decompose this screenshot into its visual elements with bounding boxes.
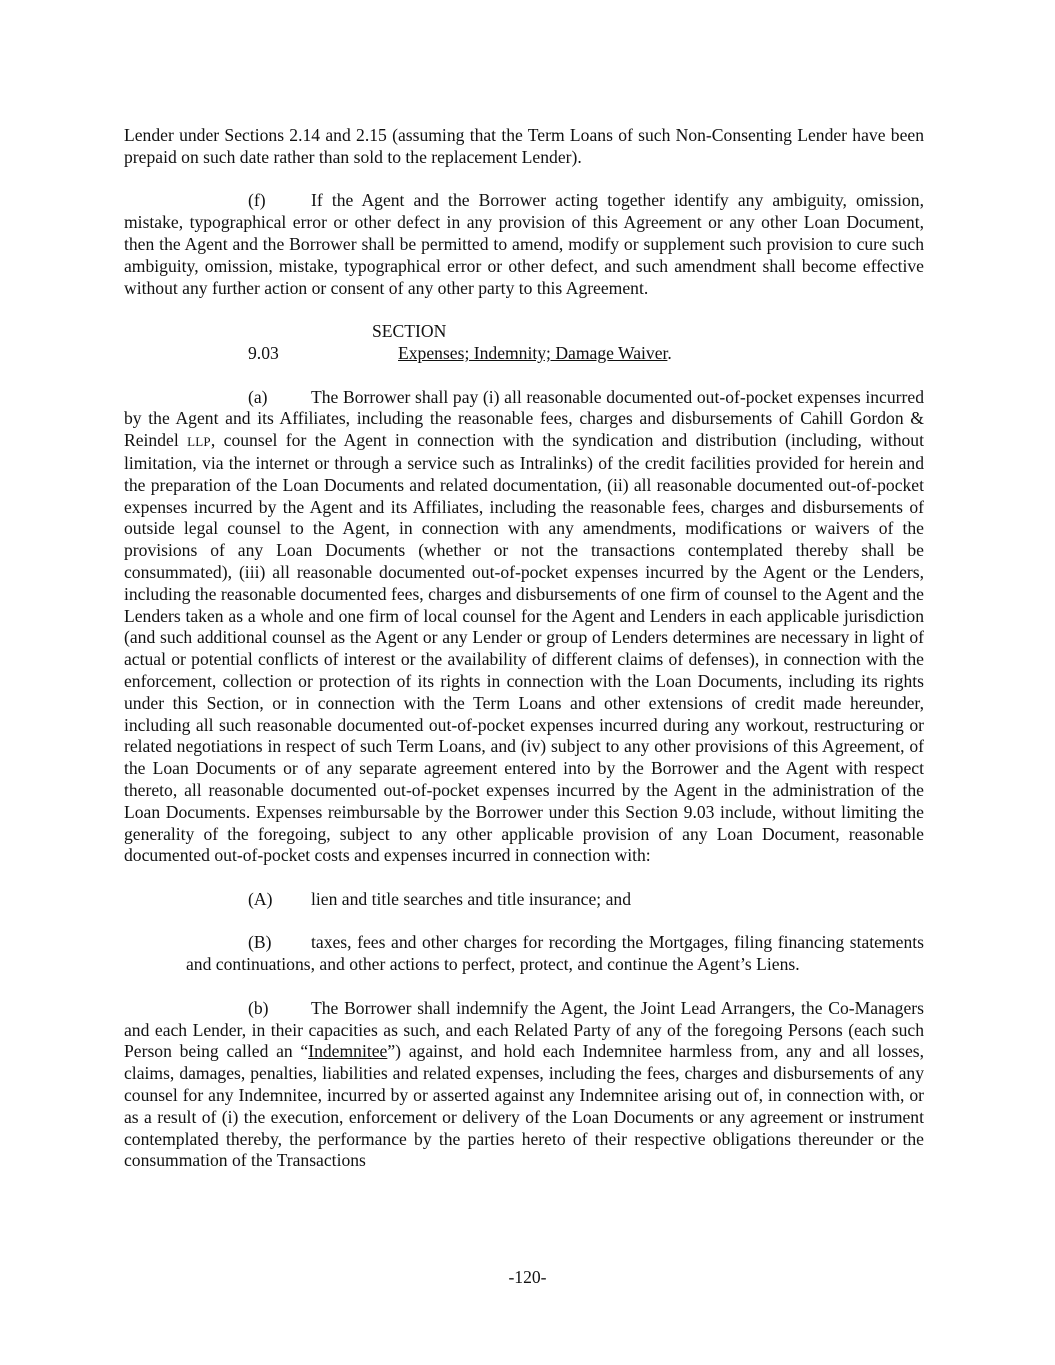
paragraph-f-text: If the Agent and the Borrower acting together identify any ambiguity, omission, mistake, typographical error or other defect in any provision of this Agreement or any other Loan Document, then the Agent and the Borrower shall be permitted to amend, modify or supplement such provision to cure such ambiguity, omission, mistake, typographical error or other defect, and such amendment shall become effective without any further action or consent of any other party to this Agreement.	[124, 190, 924, 298]
paragraph-a	[124, 387, 924, 868]
firm-suffix: LLP	[187, 434, 211, 450]
document-body	[124, 125, 924, 1172]
paragraph-f	[124, 190, 924, 299]
paragraph-b-marker: (b)	[248, 997, 269, 1018]
paragraph-b-text-1: The Borrower shall indemnify the Agent, the Joint Lead Arrangers, the Co-Managers and each Lender, in their capacities as such, and each Related Party of any of the foregoing Persons (each such Person being called an “	[124, 997, 924, 1062]
section-heading	[124, 321, 924, 365]
defined-term-indemnitee: Indemnitee	[308, 1041, 388, 1062]
paragraph-f-marker: (f)	[248, 190, 266, 211]
paragraph-a-text-2: , counsel for the Agent in connection with the syndication and distribution (including, without limitation, via the internet or through a service such as Intralinks) of the credit facilities provided for herein and the preparation of the Loan Documents and related documentation, (ii) all reasonable documented out-of-pocket expenses incurred by the Agent and its Affiliates, including the reasonable fees, charges and disbursements of outside legal counsel to the Agent, in connection with any amendments, modifications or waivers of the provisions of any Loan Documents (whether or not the transactions contemplated thereby shall be consummated), (iii) all reasonable documented out-of-pocket expenses incurred by the Agent or the Lenders, including the reasonable documented fees, charges and disbursements of one firm of counsel to the Agent and the Lenders taken as a whole and one firm of local counsel for the Agent and Lenders in each applicable jurisdiction (and such additional counsel as the Agent or any Lender or group of Lenders determines are necessary in light of actual or potential conflicts of interest or the availability of different claims of defenses), in connection with the enforcement, collection or protection of its rights in connection with the Loan Documents, including its rights under this Section, or in connection with the Term Loans and other extensions of credit made hereunder, including all such reasonable documented out-of-pocket expenses incurred during any workout, restructuring or related negotiations in respect of such Term Loans, and (iv) subject to any other provisions of this Agreement, of the Loan Documents or of any separate agreement entered into by the Borrower and the Agent with respect thereto, all reasonable documented out-of-pocket expenses incurred by the Agent in the administration of the Loan Documents. Expenses reimbursable by the Borrower under this Section 9.03 include, without limiting the generality of the foregoing, subject to any other applicable provision of any Loan Document, reasonable documented out-of-pocket costs and expenses incurred in connection with:	[124, 430, 924, 866]
page-number: -120-	[508, 1267, 547, 1287]
sub-item-A-marker: (A)	[248, 888, 273, 909]
paragraph-a-marker: (a)	[248, 386, 268, 407]
paragraph-a-text-1: The Borrower shall pay (i) all reasonable documented out-of-pocket expenses incurred by the Agent and its Affiliates, including the reasonable fees, charges and disbursements of Cahill Gordon & Reindel	[124, 386, 924, 451]
sub-item-A	[186, 889, 924, 911]
sub-item-A-text: lien and title searches and title insurance; and	[311, 888, 631, 909]
section-title-period: .	[667, 342, 672, 363]
section-title: Expenses; Indemnity; Damage Waiver	[398, 342, 668, 363]
continuation-paragraph: Lender under Sections 2.14 and 2.15 (assuming that the Term Loans of such Non-Consenting Lender have been prepaid on such date rather than sold to the replacement Lender).	[124, 125, 924, 167]
paragraph-b-text-2: ”) against, and hold each Indemnitee harmless from, any and all losses, claims, damages, penalties, liabilities and related expenses, including the fees, charges and disbursements of any counsel for any Indemnitee, incurred by or asserted against any Indemnitee arising out of, in connection with, or as a result of (i) the execution, enforcement or delivery of the Loan Documents or any agreement or instrument contemplated thereby, the performance by the parties hereto of their respective obligations thereunder or the consummation of the Transactions	[124, 1041, 924, 1171]
sub-item-B	[186, 932, 924, 976]
paragraph-b	[124, 998, 924, 1172]
sub-item-B-marker: (B)	[248, 932, 272, 953]
sub-item-B-text: taxes, fees and other charges for recording the Mortgages, filing financing statements and continuations, and other actions to perfect, protect, and continue the Agent’s Liens.	[186, 932, 924, 975]
section-number: SECTION 9.03	[248, 321, 447, 363]
